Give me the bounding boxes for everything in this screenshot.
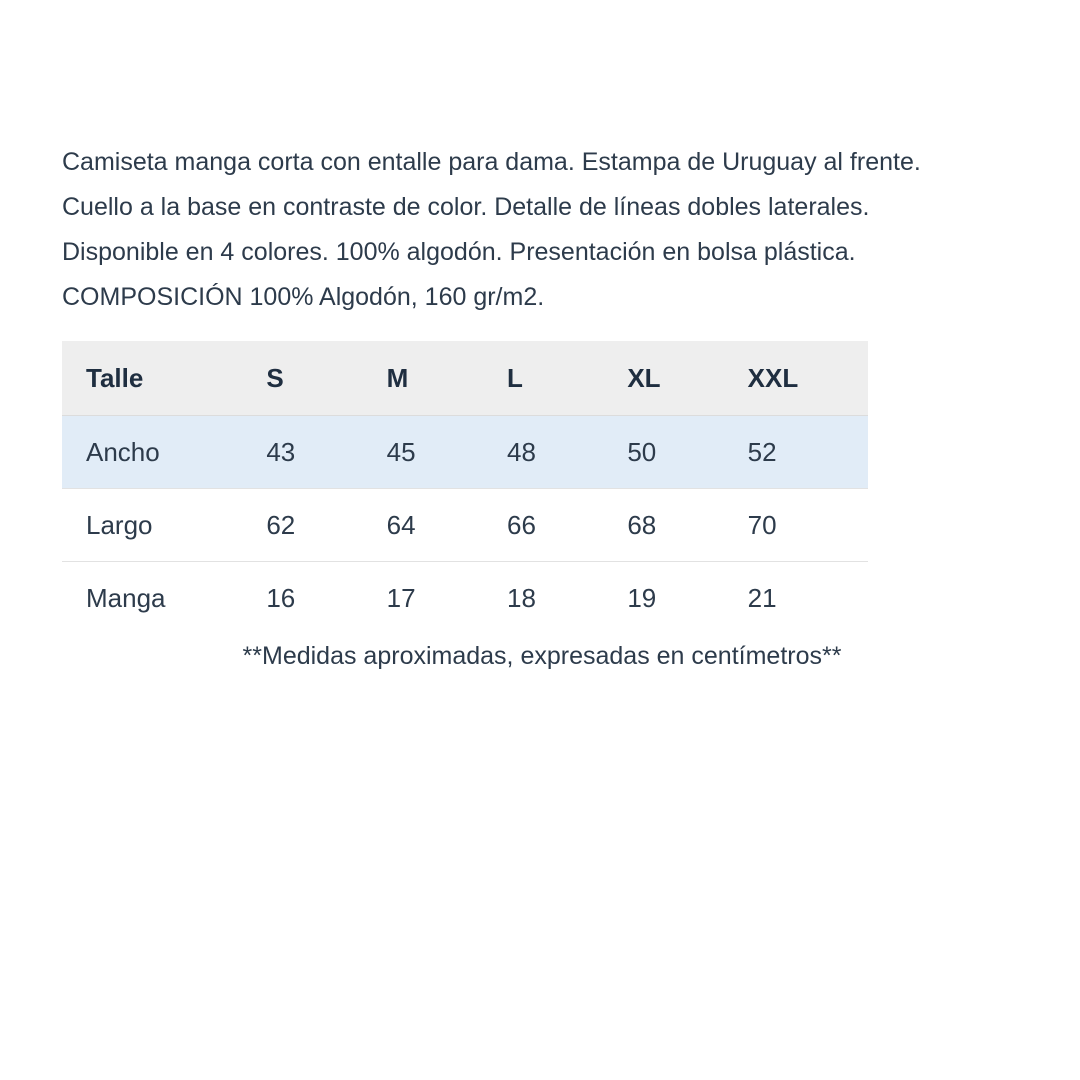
row-label: Ancho: [86, 436, 160, 467]
size-chart-table: [62, 341, 868, 634]
description-line-2: Cuello a la base en contraste de color. Detalle de líneas dobles laterales.: [62, 193, 870, 221]
table-cell: 16: [266, 582, 296, 613]
header-s: S: [266, 341, 386, 416]
header-l: L: [507, 341, 627, 416]
table-cell: 19: [627, 582, 657, 613]
table-cell: 48: [507, 436, 536, 467]
row-label: Largo: [86, 509, 153, 540]
header-talle: Talle: [62, 341, 266, 416]
product-description-panel: [62, 140, 1022, 671]
header-xl: XL: [627, 341, 747, 416]
table-cell: 68: [627, 509, 657, 540]
table-row-manga: [62, 562, 868, 635]
table-cell: 70: [747, 509, 777, 540]
table-cell: 43: [266, 436, 296, 467]
table-cell: 62: [266, 509, 296, 540]
header-m: M: [387, 341, 507, 416]
measurements-note: **Medidas aproximadas, expresadas en centímetros**: [242, 642, 842, 670]
table-cell: 18: [507, 582, 536, 613]
row-label: Manga: [86, 582, 166, 613]
product-description: [62, 140, 1022, 320]
description-line-3: Disponible en 4 colores. 100% algodón. Presentación en bolsa plástica.: [62, 238, 856, 266]
table-cell: 45: [386, 436, 416, 467]
table-row-ancho: [62, 416, 868, 489]
table-cell: 66: [507, 509, 536, 540]
table-cell: 50: [627, 436, 657, 467]
header-xxl: XXL: [748, 341, 868, 416]
table-row-largo: [62, 489, 868, 562]
description-line-4: COMPOSICIÓN 100% Algodón, 160 gr/m2.: [62, 283, 545, 311]
table-cell: 17: [386, 582, 416, 613]
table-cell: 21: [747, 582, 777, 613]
table-cell: 52: [747, 436, 777, 467]
table-header-row: [62, 341, 868, 416]
description-line-1: Camiseta manga corta con entalle para dama. Estampa de Uruguay al frente.: [62, 148, 921, 176]
table-cell: 64: [386, 509, 416, 540]
